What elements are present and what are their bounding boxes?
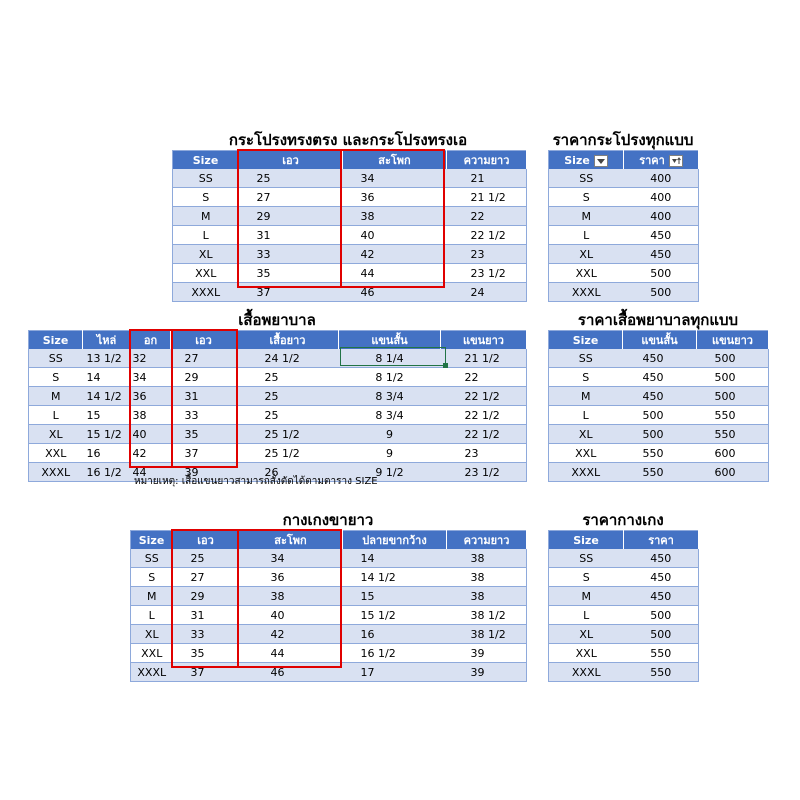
value-cell[interactable]: 22 — [441, 368, 527, 387]
table-row — [549, 226, 699, 245]
value-cell[interactable]: 550 — [623, 463, 697, 482]
table-row — [549, 368, 769, 387]
value-cell[interactable]: 22 — [447, 207, 527, 226]
size-cell[interactable]: XL — [131, 625, 173, 644]
table-row — [173, 283, 527, 302]
value-cell[interactable]: 37 — [173, 663, 239, 682]
table-row — [549, 644, 699, 663]
column-header-label: Size — [572, 333, 599, 347]
shirt-note: หมายเหตุ: เสื้อแขนยาวสามารถสั่งตัดได้ตามตาราง SIZE — [134, 476, 378, 487]
header-row — [173, 151, 527, 170]
value-cell[interactable]: 36 — [343, 188, 447, 207]
column-header-label: อก — [143, 334, 158, 347]
column-header-label: แขนยาว — [712, 334, 753, 347]
header-row — [131, 531, 527, 550]
value-cell[interactable]: 500 — [623, 406, 697, 425]
column-header — [697, 331, 769, 350]
size-cell[interactable]: L — [549, 226, 624, 245]
value-cell[interactable]: 33 — [171, 406, 237, 425]
pants-price-table — [548, 530, 699, 682]
column-header-label: แขนสั้น — [371, 334, 408, 347]
column-header-label: ความยาว — [463, 534, 510, 547]
table-row — [549, 606, 699, 625]
size-cell[interactable]: XXXL — [29, 463, 83, 482]
value-cell[interactable]: 13 1/2 — [83, 349, 131, 368]
pants-title: กางเกงขายาว — [282, 511, 374, 529]
size-cell[interactable]: L — [131, 606, 173, 625]
column-header — [173, 531, 239, 550]
value-cell[interactable]: 550 — [697, 406, 769, 425]
nurse-shirt-table — [28, 330, 527, 482]
value-cell[interactable]: 450 — [623, 368, 697, 387]
value-cell[interactable]: 25 — [173, 549, 239, 568]
value-cell[interactable]: 25 1/2 — [237, 425, 339, 444]
value-cell[interactable]: 44 — [343, 264, 447, 283]
size-cell[interactable]: S — [549, 568, 624, 587]
skirt-size-title: กระโปรงทรงตรง และกระโปรงทรงเอ — [228, 131, 468, 149]
value-cell[interactable]: 8 1/4 — [339, 349, 441, 368]
table-row — [549, 245, 699, 264]
value-cell[interactable]: 44 — [131, 463, 171, 482]
size-cell[interactable]: XXL — [29, 444, 83, 463]
column-header-label: เอว — [282, 154, 299, 167]
value-cell[interactable]: 21 — [447, 169, 527, 188]
table-row — [29, 406, 527, 425]
value-cell[interactable]: 23 — [441, 444, 527, 463]
column-header[interactable] — [624, 151, 699, 170]
size-cell[interactable]: M — [173, 207, 239, 226]
value-cell[interactable]: 450 — [624, 245, 699, 264]
value-cell[interactable]: 21 1/2 — [447, 188, 527, 207]
value-cell[interactable]: 16 1/2 — [83, 463, 131, 482]
table-row — [549, 169, 699, 188]
table-row — [549, 264, 699, 283]
value-cell[interactable]: 14 1/2 — [83, 387, 131, 406]
value-cell[interactable]: 23 1/2 — [441, 463, 527, 482]
value-cell[interactable]: 24 1/2 — [237, 349, 339, 368]
column-header-label: Size — [564, 153, 590, 167]
table-row — [131, 644, 527, 663]
size-cell[interactable]: XXXL — [549, 463, 623, 482]
value-cell[interactable]: 550 — [697, 425, 769, 444]
pants-price-title: ราคากางเกง — [582, 511, 664, 529]
header-row — [549, 331, 769, 350]
column-header-label: Size — [573, 533, 599, 547]
filter-dropdown-icon[interactable] — [594, 155, 608, 167]
size-cell[interactable]: S — [173, 188, 239, 207]
column-header-label: Size — [192, 153, 219, 167]
size-cell[interactable]: XXL — [549, 644, 624, 663]
value-cell[interactable]: 27 — [171, 349, 237, 368]
table-row — [131, 625, 527, 644]
size-cell[interactable]: L — [549, 606, 624, 625]
column-header — [549, 331, 623, 350]
value-cell[interactable]: 23 1/2 — [447, 264, 527, 283]
value-cell[interactable]: 40 — [131, 425, 171, 444]
value-cell[interactable]: 500 — [623, 425, 697, 444]
size-cell[interactable]: XL — [549, 245, 624, 264]
value-cell[interactable]: 22 1/2 — [447, 226, 527, 245]
value-cell[interactable]: 16 1/2 — [343, 644, 447, 663]
value-cell[interactable]: 29 — [173, 587, 239, 606]
size-cell[interactable]: SS — [549, 169, 624, 188]
value-cell[interactable]: 38 — [131, 406, 171, 425]
size-cell[interactable]: XXXL — [131, 663, 173, 682]
table-row — [549, 387, 769, 406]
table-row — [549, 349, 769, 368]
value-cell[interactable]: 33 — [173, 625, 239, 644]
value-cell[interactable]: 500 — [697, 387, 769, 406]
column-header — [131, 331, 171, 350]
size-cell[interactable]: SS — [549, 349, 623, 368]
table-row — [549, 444, 769, 463]
value-cell[interactable]: 38 — [447, 549, 527, 568]
shirt-price-title: ราคาเสื้อพยาบาลทุกแบบ — [577, 311, 739, 329]
value-cell[interactable]: 34 — [131, 368, 171, 387]
table-row — [549, 406, 769, 425]
value-cell[interactable]: 9 1/2 — [339, 463, 441, 482]
size-cell[interactable]: S — [549, 368, 623, 387]
table-row — [173, 169, 527, 188]
value-cell[interactable]: 500 — [624, 283, 699, 302]
size-cell[interactable]: S — [131, 568, 173, 587]
value-cell[interactable]: 40 — [343, 226, 447, 245]
size-cell[interactable]: XL — [549, 625, 624, 644]
value-cell[interactable]: 500 — [624, 606, 699, 625]
value-cell[interactable]: 450 — [623, 387, 697, 406]
column-header[interactable] — [549, 151, 624, 170]
value-cell[interactable]: 33 — [239, 245, 343, 264]
value-cell[interactable]: 38 1/2 — [447, 606, 527, 625]
value-cell[interactable]: 14 — [343, 549, 447, 568]
size-cell[interactable]: XXXL — [173, 283, 239, 302]
column-header — [441, 331, 527, 350]
nurse-shirt-title: เสื้อพยาบาล — [238, 311, 316, 329]
column-header-label: ราคา — [648, 534, 674, 547]
column-header-label: เสื้อยาว — [269, 334, 306, 347]
table-row — [549, 663, 699, 682]
value-cell[interactable]: 40 — [239, 606, 343, 625]
table-row — [131, 568, 527, 587]
value-cell[interactable]: 39 — [447, 663, 527, 682]
skirt-price-table — [548, 150, 699, 302]
header-row — [549, 151, 699, 170]
value-cell[interactable]: 29 — [171, 368, 237, 387]
size-cell[interactable]: XXL — [131, 644, 173, 663]
table-row — [29, 444, 527, 463]
value-cell[interactable]: 35 — [173, 644, 239, 663]
size-cell[interactable]: M — [131, 587, 173, 606]
table-row — [29, 349, 527, 368]
value-cell[interactable]: 500 — [624, 625, 699, 644]
skirt-size-table — [172, 150, 527, 302]
value-cell[interactable]: 34 — [343, 169, 447, 188]
size-cell[interactable]: XL — [173, 245, 239, 264]
value-cell[interactable]: 14 — [83, 368, 131, 387]
table-row — [549, 587, 699, 606]
value-cell[interactable]: 36 — [239, 568, 343, 587]
fill-handle[interactable] — [443, 363, 448, 368]
value-cell[interactable]: 14 1/2 — [343, 568, 447, 587]
pants-size-table — [130, 530, 527, 682]
column-header — [623, 331, 697, 350]
value-cell[interactable]: 600 — [697, 463, 769, 482]
table-row — [29, 368, 527, 387]
value-cell[interactable]: 22 1/2 — [441, 406, 527, 425]
column-header — [131, 531, 173, 550]
column-header-label: แขนสั้น — [641, 334, 678, 347]
size-cell[interactable]: SS — [29, 349, 83, 368]
value-cell[interactable]: 450 — [624, 226, 699, 245]
value-cell[interactable]: 500 — [624, 264, 699, 283]
value-cell[interactable]: 550 — [624, 644, 699, 663]
value-cell[interactable]: 450 — [623, 349, 697, 368]
value-cell[interactable]: 15 1/2 — [343, 606, 447, 625]
value-cell[interactable]: 15 1/2 — [83, 425, 131, 444]
value-cell[interactable]: 400 — [624, 169, 699, 188]
value-cell[interactable]: 600 — [697, 444, 769, 463]
size-cell[interactable]: L — [29, 406, 83, 425]
value-cell[interactable]: 550 — [623, 444, 697, 463]
column-header-label: เอว — [195, 334, 212, 347]
table-row — [131, 606, 527, 625]
size-cell[interactable]: XL — [29, 425, 83, 444]
value-cell[interactable]: 42 — [131, 444, 171, 463]
value-cell[interactable]: 16 — [343, 625, 447, 644]
size-cell[interactable]: XXL — [549, 444, 623, 463]
table-row — [549, 188, 699, 207]
size-cell[interactable]: SS — [549, 549, 624, 568]
size-cell[interactable]: M — [549, 387, 623, 406]
value-cell[interactable]: 44 — [239, 644, 343, 663]
table-row — [131, 587, 527, 606]
value-cell[interactable]: 27 — [173, 568, 239, 587]
size-cell[interactable]: XXL — [549, 264, 624, 283]
value-cell[interactable]: 42 — [239, 625, 343, 644]
value-cell[interactable]: 39 — [447, 644, 527, 663]
size-cell[interactable]: M — [549, 587, 624, 606]
value-cell[interactable]: 31 — [171, 387, 237, 406]
value-cell[interactable]: 38 — [447, 587, 527, 606]
size-cell[interactable]: L — [549, 406, 623, 425]
column-header — [343, 531, 447, 550]
size-cell[interactable]: XXL — [173, 264, 239, 283]
size-cell[interactable]: SS — [131, 549, 173, 568]
value-cell[interactable]: 15 — [343, 587, 447, 606]
value-cell[interactable]: 8 1/2 — [339, 368, 441, 387]
selected-cell[interactable] — [340, 347, 446, 366]
value-cell[interactable]: 550 — [624, 663, 699, 682]
column-header-label: สะโพก — [378, 154, 411, 167]
value-cell[interactable]: 16 — [83, 444, 131, 463]
column-header — [239, 151, 343, 170]
column-header — [239, 531, 343, 550]
size-cell[interactable]: L — [173, 226, 239, 245]
table-row — [29, 425, 527, 444]
column-header-label: เอว — [197, 534, 214, 547]
value-cell[interactable]: 400 — [624, 207, 699, 226]
value-cell[interactable]: 32 — [131, 349, 171, 368]
value-cell[interactable]: 46 — [343, 283, 447, 302]
size-cell[interactable]: SS — [173, 169, 239, 188]
value-cell[interactable]: 500 — [697, 368, 769, 387]
value-cell[interactable]: 25 — [237, 406, 339, 425]
value-cell[interactable]: 500 — [697, 349, 769, 368]
column-header-label: ราคา — [639, 154, 665, 167]
table-row — [173, 264, 527, 283]
table-row — [549, 625, 699, 644]
value-cell[interactable]: 9 — [339, 425, 441, 444]
column-header — [624, 531, 699, 550]
table-row — [549, 207, 699, 226]
sort-filter-icon[interactable] — [669, 155, 683, 167]
value-cell[interactable]: 35 — [171, 425, 237, 444]
value-cell[interactable]: 8 3/4 — [339, 406, 441, 425]
column-header — [447, 151, 527, 170]
value-cell[interactable]: 27 — [239, 188, 343, 207]
size-cell[interactable]: XL — [549, 425, 623, 444]
value-cell[interactable]: 450 — [624, 587, 699, 606]
table-row — [173, 207, 527, 226]
value-cell[interactable]: 450 — [624, 549, 699, 568]
shirt-price-table — [548, 330, 769, 482]
column-header — [83, 331, 131, 350]
value-cell[interactable]: 38 — [447, 568, 527, 587]
value-cell[interactable]: 22 1/2 — [441, 387, 527, 406]
value-cell[interactable]: 29 — [239, 207, 343, 226]
table-row — [549, 463, 769, 482]
column-header — [173, 151, 239, 170]
table-row — [29, 387, 527, 406]
table-row — [549, 283, 699, 302]
column-header — [343, 151, 447, 170]
value-cell[interactable]: 9 — [339, 444, 441, 463]
size-cell[interactable]: M — [29, 387, 83, 406]
table-row — [549, 568, 699, 587]
value-cell[interactable]: 8 3/4 — [339, 387, 441, 406]
column-header — [171, 331, 237, 350]
column-header-label: ความยาว — [463, 154, 510, 167]
value-cell[interactable]: 42 — [343, 245, 447, 264]
value-cell[interactable]: 23 — [447, 245, 527, 264]
column-header — [237, 331, 339, 350]
table-row — [549, 549, 699, 568]
table-row — [173, 188, 527, 207]
column-header-label: สะโพก — [274, 534, 307, 547]
value-cell[interactable]: 24 — [447, 283, 527, 302]
column-header-label: แขนยาว — [463, 334, 504, 347]
value-cell[interactable]: 15 — [83, 406, 131, 425]
value-cell[interactable]: 400 — [624, 188, 699, 207]
value-cell[interactable]: 38 — [343, 207, 447, 226]
column-header — [447, 531, 527, 550]
value-cell[interactable]: 36 — [131, 387, 171, 406]
column-header-label: Size — [138, 533, 165, 547]
column-header-label: ปลายขากว้าง — [362, 534, 427, 547]
value-cell[interactable]: 26 — [237, 463, 339, 482]
size-cell[interactable]: S — [29, 368, 83, 387]
value-cell[interactable]: 450 — [624, 568, 699, 587]
value-cell[interactable]: 25 — [239, 169, 343, 188]
table-row — [173, 245, 527, 264]
column-header — [549, 531, 624, 550]
value-cell[interactable]: 31 — [239, 226, 343, 245]
value-cell[interactable]: 46 — [239, 663, 343, 682]
value-cell[interactable]: 17 — [343, 663, 447, 682]
header-row — [29, 331, 527, 350]
value-cell[interactable]: 31 — [173, 606, 239, 625]
value-cell[interactable]: 38 1/2 — [447, 625, 527, 644]
skirt-price-title: ราคากระโปรงทุกแบบ — [552, 131, 694, 149]
table-row — [131, 663, 527, 682]
column-header-label: ไหล่ — [96, 334, 117, 347]
value-cell[interactable]: 35 — [239, 264, 343, 283]
value-cell[interactable]: 34 — [239, 549, 343, 568]
value-cell[interactable]: 22 1/2 — [441, 425, 527, 444]
value-cell[interactable]: 25 — [237, 387, 339, 406]
value-cell[interactable]: 38 — [239, 587, 343, 606]
value-cell[interactable]: 25 — [237, 368, 339, 387]
value-cell[interactable]: 39 — [171, 463, 237, 482]
value-cell[interactable]: 37 — [239, 283, 343, 302]
table-row — [173, 226, 527, 245]
value-cell[interactable]: 37 — [171, 444, 237, 463]
size-cell[interactable]: S — [549, 188, 624, 207]
value-cell[interactable]: 21 1/2 — [441, 349, 527, 368]
table-row — [131, 549, 527, 568]
column-header-label: Size — [42, 333, 69, 347]
size-cell[interactable]: M — [549, 207, 624, 226]
column-header — [29, 331, 83, 350]
header-row — [549, 531, 699, 550]
table-row — [549, 425, 769, 444]
size-cell[interactable]: XXXL — [549, 283, 624, 302]
size-cell[interactable]: XXXL — [549, 663, 624, 682]
value-cell[interactable]: 25 1/2 — [237, 444, 339, 463]
